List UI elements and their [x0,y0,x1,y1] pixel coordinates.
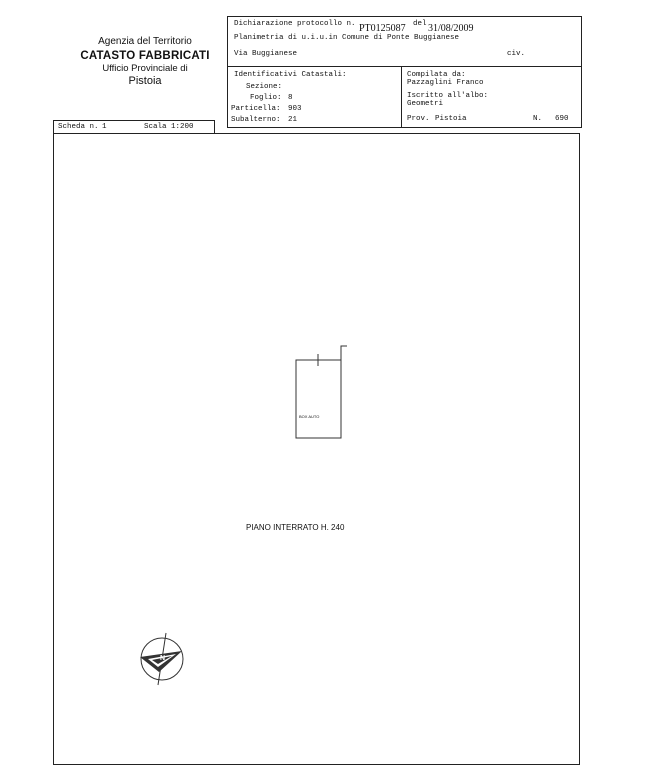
entrance-bracket [341,346,347,360]
province-name: Pistoia [128,74,162,87]
scheda-value: 1 [102,123,107,131]
sezione-label: Sezione: [246,83,283,91]
identificativi-title: Identificativi Catastali: [234,71,347,79]
foglio-label: Foglio: [250,94,282,102]
civ-label: civ. [507,50,526,58]
protocol-number: PT0125087 [359,23,406,34]
subalterno-value: 21 [288,116,298,124]
address-text: Via Buggianese [234,50,298,58]
particella-value: 903 [288,105,302,113]
box-auto-room [296,360,341,438]
n-value: 690 [555,115,569,123]
subalterno-label: Subalterno: [231,116,281,124]
catasto-title: CATASTO FABBRICATI [80,49,210,62]
iscritto-label: Iscritto all'albo: [407,92,489,100]
prov-value: Pistoia [435,115,467,123]
dichiarazione-label: Dichiarazione protocollo n. [234,20,356,28]
n-label: N. [533,115,543,123]
scala-value: 1:200 [171,123,194,131]
planimetria-text: Planimetria di u.i.u.in Comune di Ponte Buggianese [234,34,460,42]
prov-label: Prov. [407,115,430,123]
compilata-title: Compilata da: [407,71,466,79]
compiler-name: Pazzaglini Franco [407,79,484,87]
floor-level-label: PIANO INTERRATO H. 240 [246,523,345,532]
ufficio-label: Ufficio Provinciale di [102,62,188,74]
scala-label: Scala [144,123,167,131]
particella-label: Particella: [231,105,281,113]
del-label: del [413,20,427,28]
compass-north-label: N [160,655,166,662]
agency-name: Agenzia del Territorio [98,36,192,47]
scheda-label: Scheda n. [58,123,99,131]
declaration-date: 31/08/2009 [428,23,474,34]
foglio-value: 8 [288,94,293,102]
albo-value: Geometri [407,100,444,108]
box-auto-label: BOX AUTO [299,414,320,419]
